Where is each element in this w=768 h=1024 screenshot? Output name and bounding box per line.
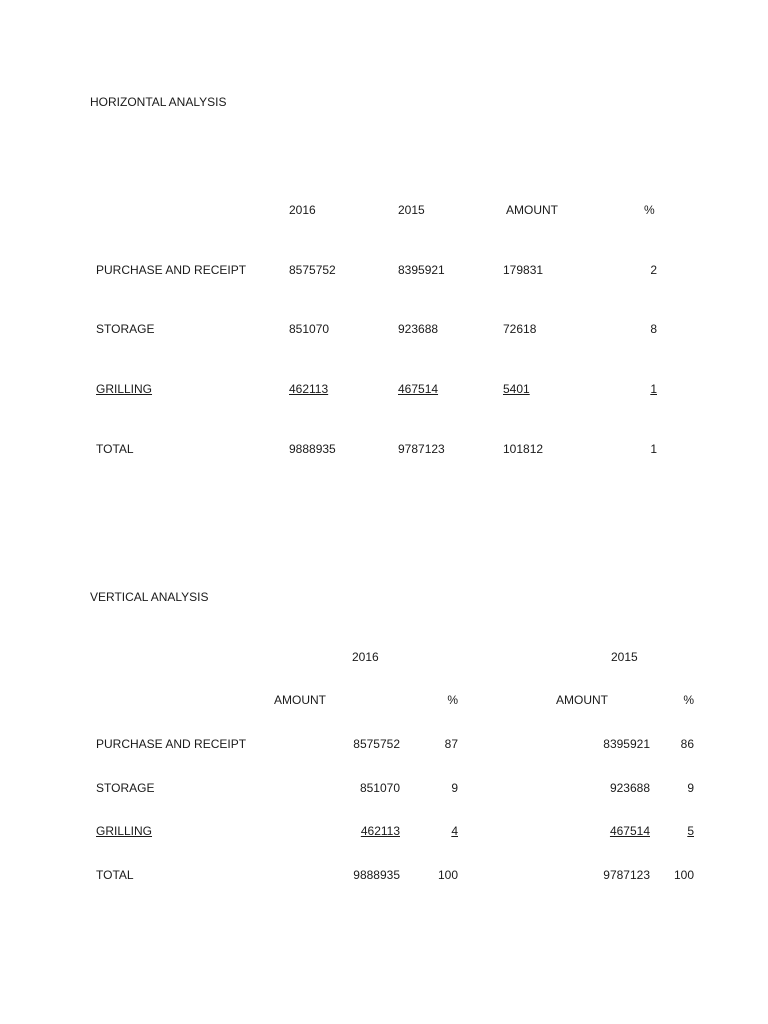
value-2015: 9787123 xyxy=(398,442,445,456)
percent-2016: 87 xyxy=(444,737,458,751)
value-2015: 8395921 xyxy=(398,263,445,277)
amount-2015: 467514 xyxy=(609,824,650,838)
percent-2015: 100 xyxy=(673,868,694,882)
row-label: PURCHASE AND RECEIPT xyxy=(96,263,247,277)
amount-2016: 462113 xyxy=(360,824,400,838)
value-percent: 2 xyxy=(650,263,657,277)
v-header-2016: 2016 xyxy=(352,650,379,664)
value-2016: 8575752 xyxy=(289,263,336,277)
v-header-2015: 2015 xyxy=(611,650,638,664)
horizontal-analysis-title: HORIZONTAL ANALYSIS xyxy=(90,95,227,109)
row-label: GRILLING xyxy=(96,824,153,838)
value-percent: 1 xyxy=(650,382,657,396)
value-amount: 179831 xyxy=(503,263,544,277)
row-label: STORAGE xyxy=(96,781,155,795)
value-amount: 101812 xyxy=(503,442,544,456)
percent-2015: 86 xyxy=(680,737,694,751)
vertical-analysis-title: VERTICAL ANALYSIS xyxy=(90,590,209,604)
amount-2016: 8575752 xyxy=(353,737,400,751)
row-label: TOTAL xyxy=(96,868,134,882)
h-header-amount: AMOUNT xyxy=(506,203,558,217)
amount-2015: 923688 xyxy=(609,781,650,795)
amount-2015: 8395921 xyxy=(603,737,650,751)
value-2015: 923688 xyxy=(398,322,439,336)
percent-2016: 4 xyxy=(451,824,458,838)
percent-2016: 9 xyxy=(451,781,458,795)
h-header-percent: % xyxy=(644,203,655,217)
value-percent: 1 xyxy=(650,442,657,456)
amount-2016: 9888935 xyxy=(353,868,400,882)
row-label: PURCHASE AND RECEIPT xyxy=(96,737,247,751)
value-2016: 9888935 xyxy=(289,442,336,456)
v-subheader-percent-2015: % xyxy=(683,693,694,707)
value-amount: 5401 xyxy=(503,382,530,396)
value-percent: 8 xyxy=(650,322,657,336)
percent-2015: 5 xyxy=(687,824,694,838)
v-subheader-percent-2016: % xyxy=(447,693,458,707)
value-2015: 467514 xyxy=(398,382,439,396)
amount-2015: 9787123 xyxy=(603,868,650,882)
h-header-2015: 2015 xyxy=(398,203,425,217)
value-2016: 851070 xyxy=(289,322,330,336)
v-subheader-amount-2016: AMOUNT xyxy=(274,693,326,707)
value-amount: 72618 xyxy=(503,322,537,336)
amount-2016: 851070 xyxy=(359,781,400,795)
row-label: GRILLING xyxy=(96,382,153,396)
v-subheader-amount-2015: AMOUNT xyxy=(556,693,608,707)
row-label: TOTAL xyxy=(96,442,134,456)
percent-2016: 100 xyxy=(437,868,458,882)
h-header-2016: 2016 xyxy=(289,203,316,217)
percent-2015: 9 xyxy=(687,781,694,795)
value-2016: 462113 xyxy=(289,382,329,396)
row-label: STORAGE xyxy=(96,322,155,336)
